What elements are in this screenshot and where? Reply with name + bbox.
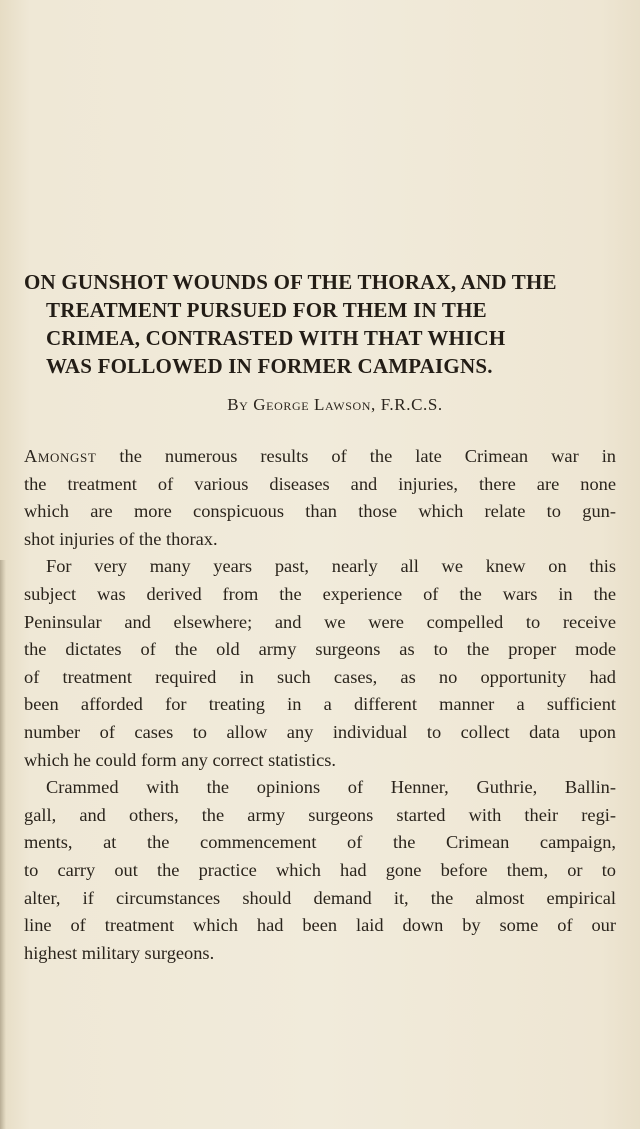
text-line: subject was derived from the experience of the wars in the (24, 583, 616, 604)
paragraph (24, 443, 616, 553)
opening-word: Amongst (24, 446, 97, 466)
text-line: gall, and others, the army surgeons started with their regi- (24, 804, 616, 825)
title-line: WAS FOLLOWED IN FORMER CAMPAIGNS. (46, 354, 493, 378)
text-line: Crammed with the opinions of Henner, Guthrie, Ballin- (46, 777, 616, 798)
text-line: of treatment required in such cases, as no opportunity had (24, 666, 616, 687)
text-line (24, 443, 616, 471)
title-line: CRIMEA, CONTRASTED WITH THAT WHICH (46, 326, 506, 350)
opening-line-rest: the numerous results of the late Crimean war in (96, 446, 616, 466)
article-title (24, 268, 624, 380)
text-line: Peninsular and elsewhere; and we were compelled to receive (24, 611, 616, 632)
text-line: ments, at the commencement of the Crimean campaign, (24, 832, 616, 853)
text-line: alter, if circumstances should demand it, the almost empirical (24, 887, 616, 908)
article-body (24, 443, 616, 967)
text-line: For very many years past, nearly all we knew on this (46, 556, 616, 577)
paragraph (24, 553, 616, 774)
text-line: which he could form any correct statistics. (24, 749, 337, 770)
text-line: the dictates of the old army surgeons as to the proper mode (24, 639, 616, 660)
paragraph (24, 774, 616, 967)
text-line: the treatment of various diseases and injuries, there are none (24, 473, 616, 494)
text-line: line of treatment which had been laid down by some of our (24, 915, 616, 936)
text-line: number of cases to allow any individual to collect data upon (24, 721, 616, 742)
title-line: TREATMENT PURSUED FOR THEM IN THE (46, 298, 487, 322)
text-line: to carry out the practice which had gone before them, or to (24, 859, 616, 880)
text-line: which are more conspicuous than those which relate to gun- (24, 501, 616, 522)
text-line: been afforded for treating in a different manner a sufficient (24, 694, 616, 715)
author-byline: By George Lawson, F.R.C.S. (227, 395, 443, 414)
page-gutter-shadow (0, 560, 6, 1129)
text-line: highest military surgeons. (24, 942, 215, 963)
text-line: shot injuries of the thorax. (24, 528, 218, 549)
title-line: ON GUNSHOT WOUNDS OF THE THORAX, AND THE (24, 270, 557, 294)
